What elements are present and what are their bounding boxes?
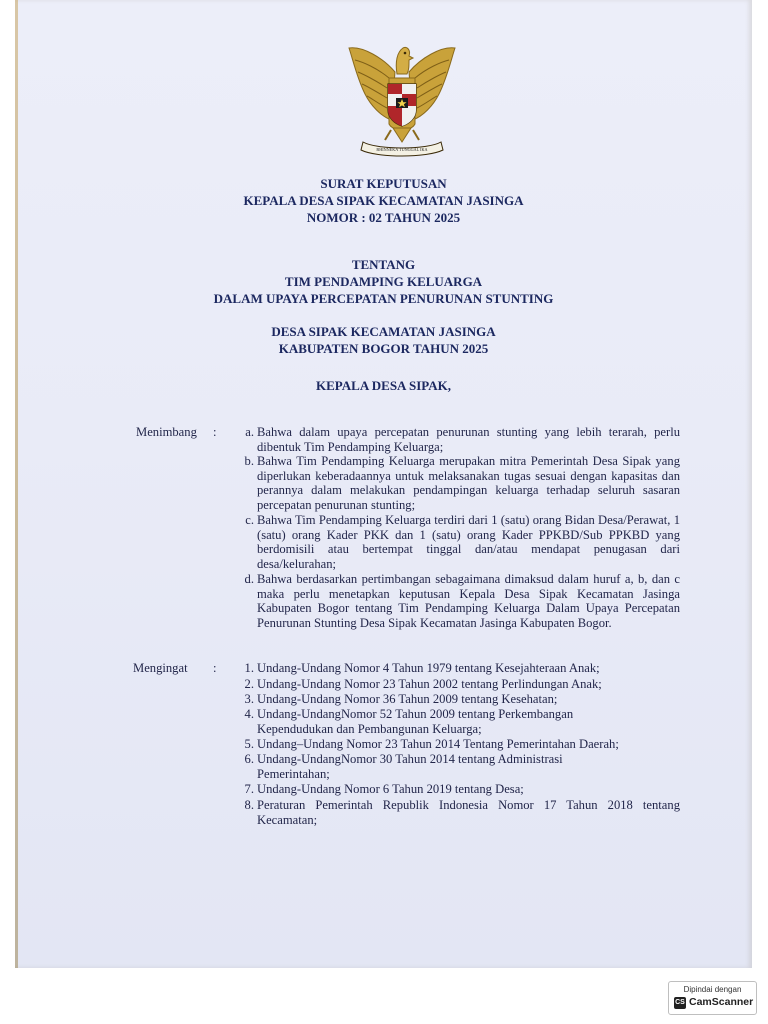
item-text: Undang-Undang Nomor 23 Tahun 2002 tentang Perlindungan Anak;: [257, 677, 602, 691]
header-issuer: KEPALA DESA SIPAK KECAMATAN JASINGA: [243, 193, 524, 208]
subject-line-2: DALAM UPAYA PERCEPATAN PENURUNAN STUNTING: [213, 291, 554, 306]
decree-header: [15, 175, 752, 226]
header-title: SURAT KEPUTUSAN: [320, 176, 447, 191]
menimbang-label: Menimbang: [136, 425, 197, 439]
mengingat-label: Mengingat: [133, 661, 188, 675]
decree-subject: [15, 256, 752, 307]
item-marker: c.: [245, 513, 254, 527]
header-number: NOMOR : 02 TAHUN 2025: [306, 210, 461, 225]
page-edge: [15, 0, 18, 968]
decree-official: [15, 377, 752, 394]
camscanner-logo-icon: CS: [674, 997, 686, 1009]
item-marker: 6.: [244, 752, 254, 766]
item-text: Undang-UndangNomor 30 Tahun 2014 tentang Administrasi Pemerintahan;: [257, 752, 563, 781]
item-marker: a.: [245, 425, 254, 439]
camscanner-caption: Dipindai dengan: [683, 985, 742, 994]
item-marker: 2.: [244, 677, 254, 691]
garuda-emblem-icon: [343, 38, 461, 158]
item-text: Undang-Undang Nomor 4 Tahun 1979 tentang Kesejahteraan Anak;: [257, 661, 600, 675]
item-marker: 3.: [244, 692, 254, 706]
item-text: Bahwa berdasarkan pertimbangan sebagaimana dimaksud dalam huruf a, b, dan c maka perlu menetapkan keputusan Kepala Desa Sipak Kecamatan Jasinga Kabupaten Bogor tentang Tim Pendamping Keluarga Dalam Upaya Percepatan Penurunan Stunting Desa Sipak Kecamatan Jasinga Kabupaten Bogor.: [257, 572, 680, 630]
emblem-motto: BHINNEKA TUNGGAL IKA: [376, 147, 428, 152]
subject-about: TENTANG: [351, 257, 416, 272]
item-marker: 1.: [244, 661, 254, 675]
item-text: Bahwa dalam upaya percepatan penurunan stunting yang lebih terarah, perlu dibentuk Tim Pendamping Keluarga;: [257, 425, 680, 454]
item-marker: d.: [244, 572, 254, 586]
item-text: Peraturan Pemerintah Republik Indonesia Nomor 17 Tahun 2018 tentang Kecamatan;: [257, 798, 680, 827]
official-title: KEPALA DESA SIPAK,: [316, 378, 451, 393]
decree-location: [15, 323, 752, 357]
item-text: Bahwa Tim Pendamping Keluarga terdiri dari 1 (satu) orang Bidan Desa/Perawat, 1 (satu) orang Kader PKK dan 1 (satu) orang Kader PPKBD/Sub PPKBD yang berdomisili atau bertempat tinggal dan/atau mendapat penugasan dari desa/kelurahan;: [257, 513, 680, 571]
location-line-2: KABUPATEN BOGOR TAHUN 2025: [278, 341, 489, 356]
item-marker: 8.: [244, 798, 254, 812]
item-text: Undang–Undang Nomor 23 Tahun 2014 Tentang Pemerintahan Daerah;: [257, 737, 619, 751]
subject-line-1: TIM PENDAMPING KELUARGA: [284, 274, 483, 289]
item-text: Bahwa Tim Pendamping Keluarga merupakan mitra Pemerintah Desa Sipak yang diperlukan keberadaannya untuk melaksanakan tugas sesuai dengan kapasitas dan perannya dalam melakukan pendampingan keluarga terhadap seluruh sasaran percepatan penurunan stunting;: [257, 454, 680, 512]
menimbang-colon: :: [213, 425, 217, 439]
camscanner-badge: [668, 981, 757, 1015]
item-marker: 4.: [244, 707, 254, 721]
item-text: Undang-Undang Nomor 6 Tahun 2019 tentang Desa;: [257, 782, 524, 796]
item-text: Undang-Undang Nomor 36 Tahun 2009 tentang Kesehatan;: [257, 692, 558, 706]
location-line-1: DESA SIPAK KECAMATAN JASINGA: [271, 324, 496, 339]
item-marker: 7.: [244, 782, 254, 796]
item-text: Undang-UndangNomor 52 Tahun 2009 tentang Perkembangan Kependudukan dan Pembangunan Keluarga;: [257, 707, 574, 736]
item-marker: b.: [244, 454, 254, 468]
item-marker: 5.: [244, 737, 254, 751]
camscanner-name: CamScanner: [689, 996, 754, 1008]
mengingat-colon: :: [213, 661, 217, 675]
